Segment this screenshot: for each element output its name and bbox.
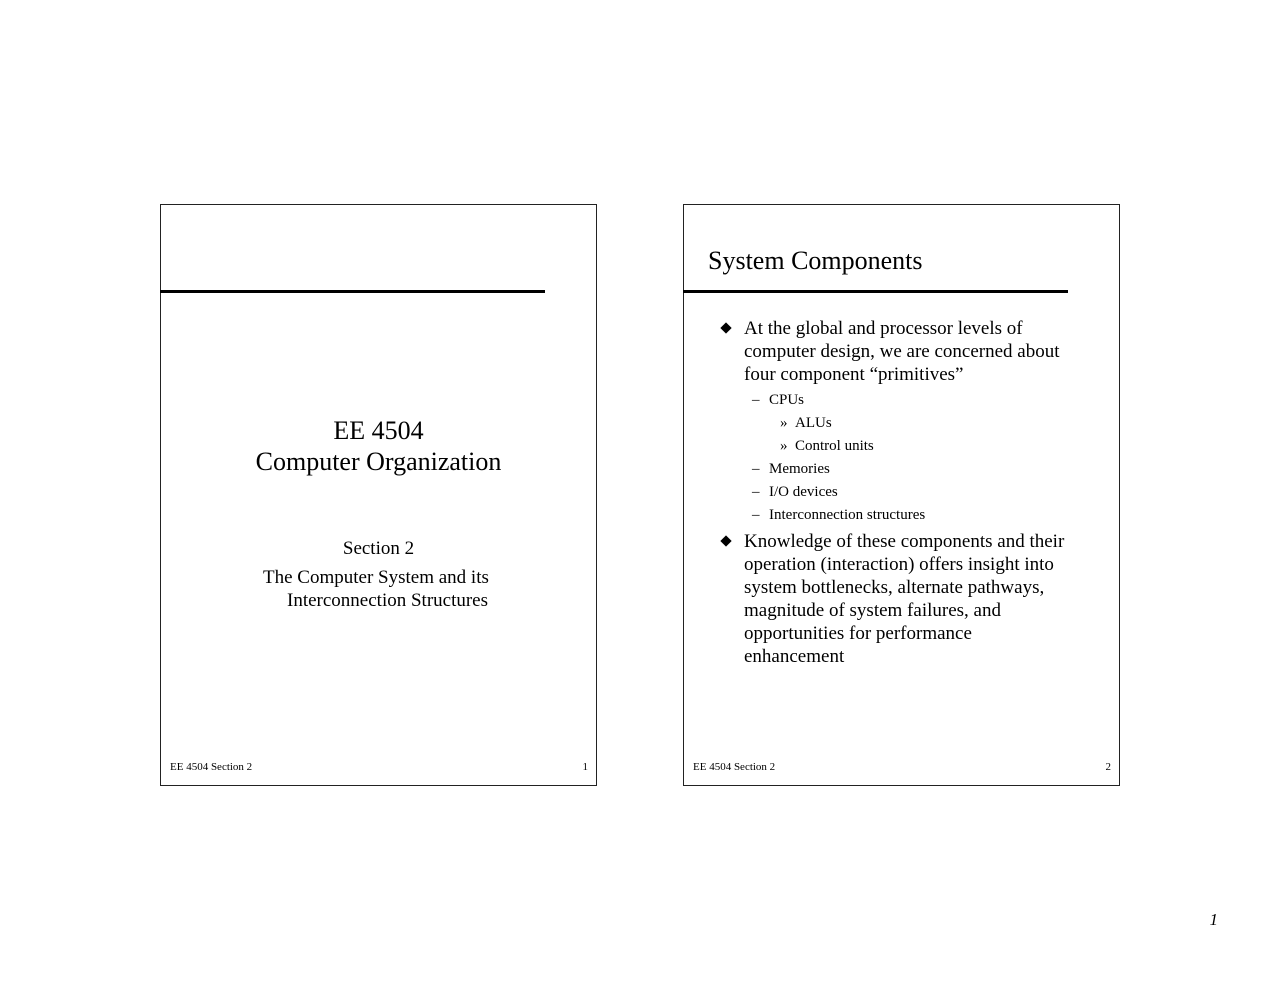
section-subtitle xyxy=(263,566,523,612)
bullet-line: At the global and processor levels of xyxy=(744,318,1023,339)
chevron-double-right-icon: » xyxy=(780,438,788,454)
sub-item xyxy=(752,391,804,409)
course-title-block xyxy=(161,415,596,477)
bullet-item xyxy=(722,317,1102,386)
bullet-text xyxy=(744,317,1102,386)
sub-sub-item-label: Control units xyxy=(795,438,874,454)
sub-item-label: I/O devices xyxy=(769,484,838,500)
course-code: EE 4504 xyxy=(333,416,424,445)
dash-icon: – xyxy=(752,392,760,408)
sub-item-label: Memories xyxy=(769,461,830,477)
section-label: Section 2 xyxy=(342,538,415,559)
bullet-line: system bottlenecks, alternate pathways, xyxy=(744,577,1045,598)
slide-number: 2 xyxy=(1105,761,1111,773)
dash-icon: – xyxy=(752,461,760,477)
bullet-line: opportunities for performance xyxy=(744,623,972,644)
slide-number: 1 xyxy=(582,761,588,773)
slide-title: System Components xyxy=(708,246,923,275)
dash-icon: – xyxy=(752,484,760,500)
slide-footer: EE 4504 Section 2 xyxy=(693,761,776,773)
sub-sub-item-label: ALUs xyxy=(795,415,832,431)
slide-footer: EE 4504 Section 2 xyxy=(170,761,253,773)
page-number: 1 xyxy=(1209,910,1218,929)
sub-item xyxy=(752,460,830,478)
bullet-line: four component “primitives” xyxy=(744,364,964,385)
chevron-double-right-icon: » xyxy=(780,415,788,431)
diamond-bullet-icon xyxy=(720,535,731,546)
bullet-item xyxy=(722,530,1102,668)
bullet-line: enhancement xyxy=(744,646,845,667)
title-rule xyxy=(683,290,1068,293)
bullet-line: Knowledge of these components and their xyxy=(744,531,1065,552)
sub-item xyxy=(752,483,838,501)
course-name: Computer Organization xyxy=(255,447,502,476)
dash-icon: – xyxy=(752,507,760,523)
title-rule xyxy=(160,290,545,293)
bullet-line: operation (interaction) offers insight into xyxy=(744,554,1054,575)
bullet-line: computer design, we are concerned about xyxy=(744,341,1060,362)
bullet-line: magnitude of system failures, and xyxy=(744,600,1001,621)
diamond-bullet-icon xyxy=(720,322,731,333)
sub-sub-item xyxy=(780,437,874,455)
subtitle-line: The Computer System and its xyxy=(263,567,489,588)
slide-2 xyxy=(683,204,1120,786)
sub-item xyxy=(752,506,925,524)
sub-item-label: Interconnection structures xyxy=(769,507,926,523)
sub-item-label: CPUs xyxy=(769,392,805,408)
slide-1 xyxy=(160,204,597,786)
bullet-text xyxy=(744,530,1102,668)
sub-sub-item xyxy=(780,414,832,432)
subtitle-line: Interconnection Structures xyxy=(287,590,489,611)
